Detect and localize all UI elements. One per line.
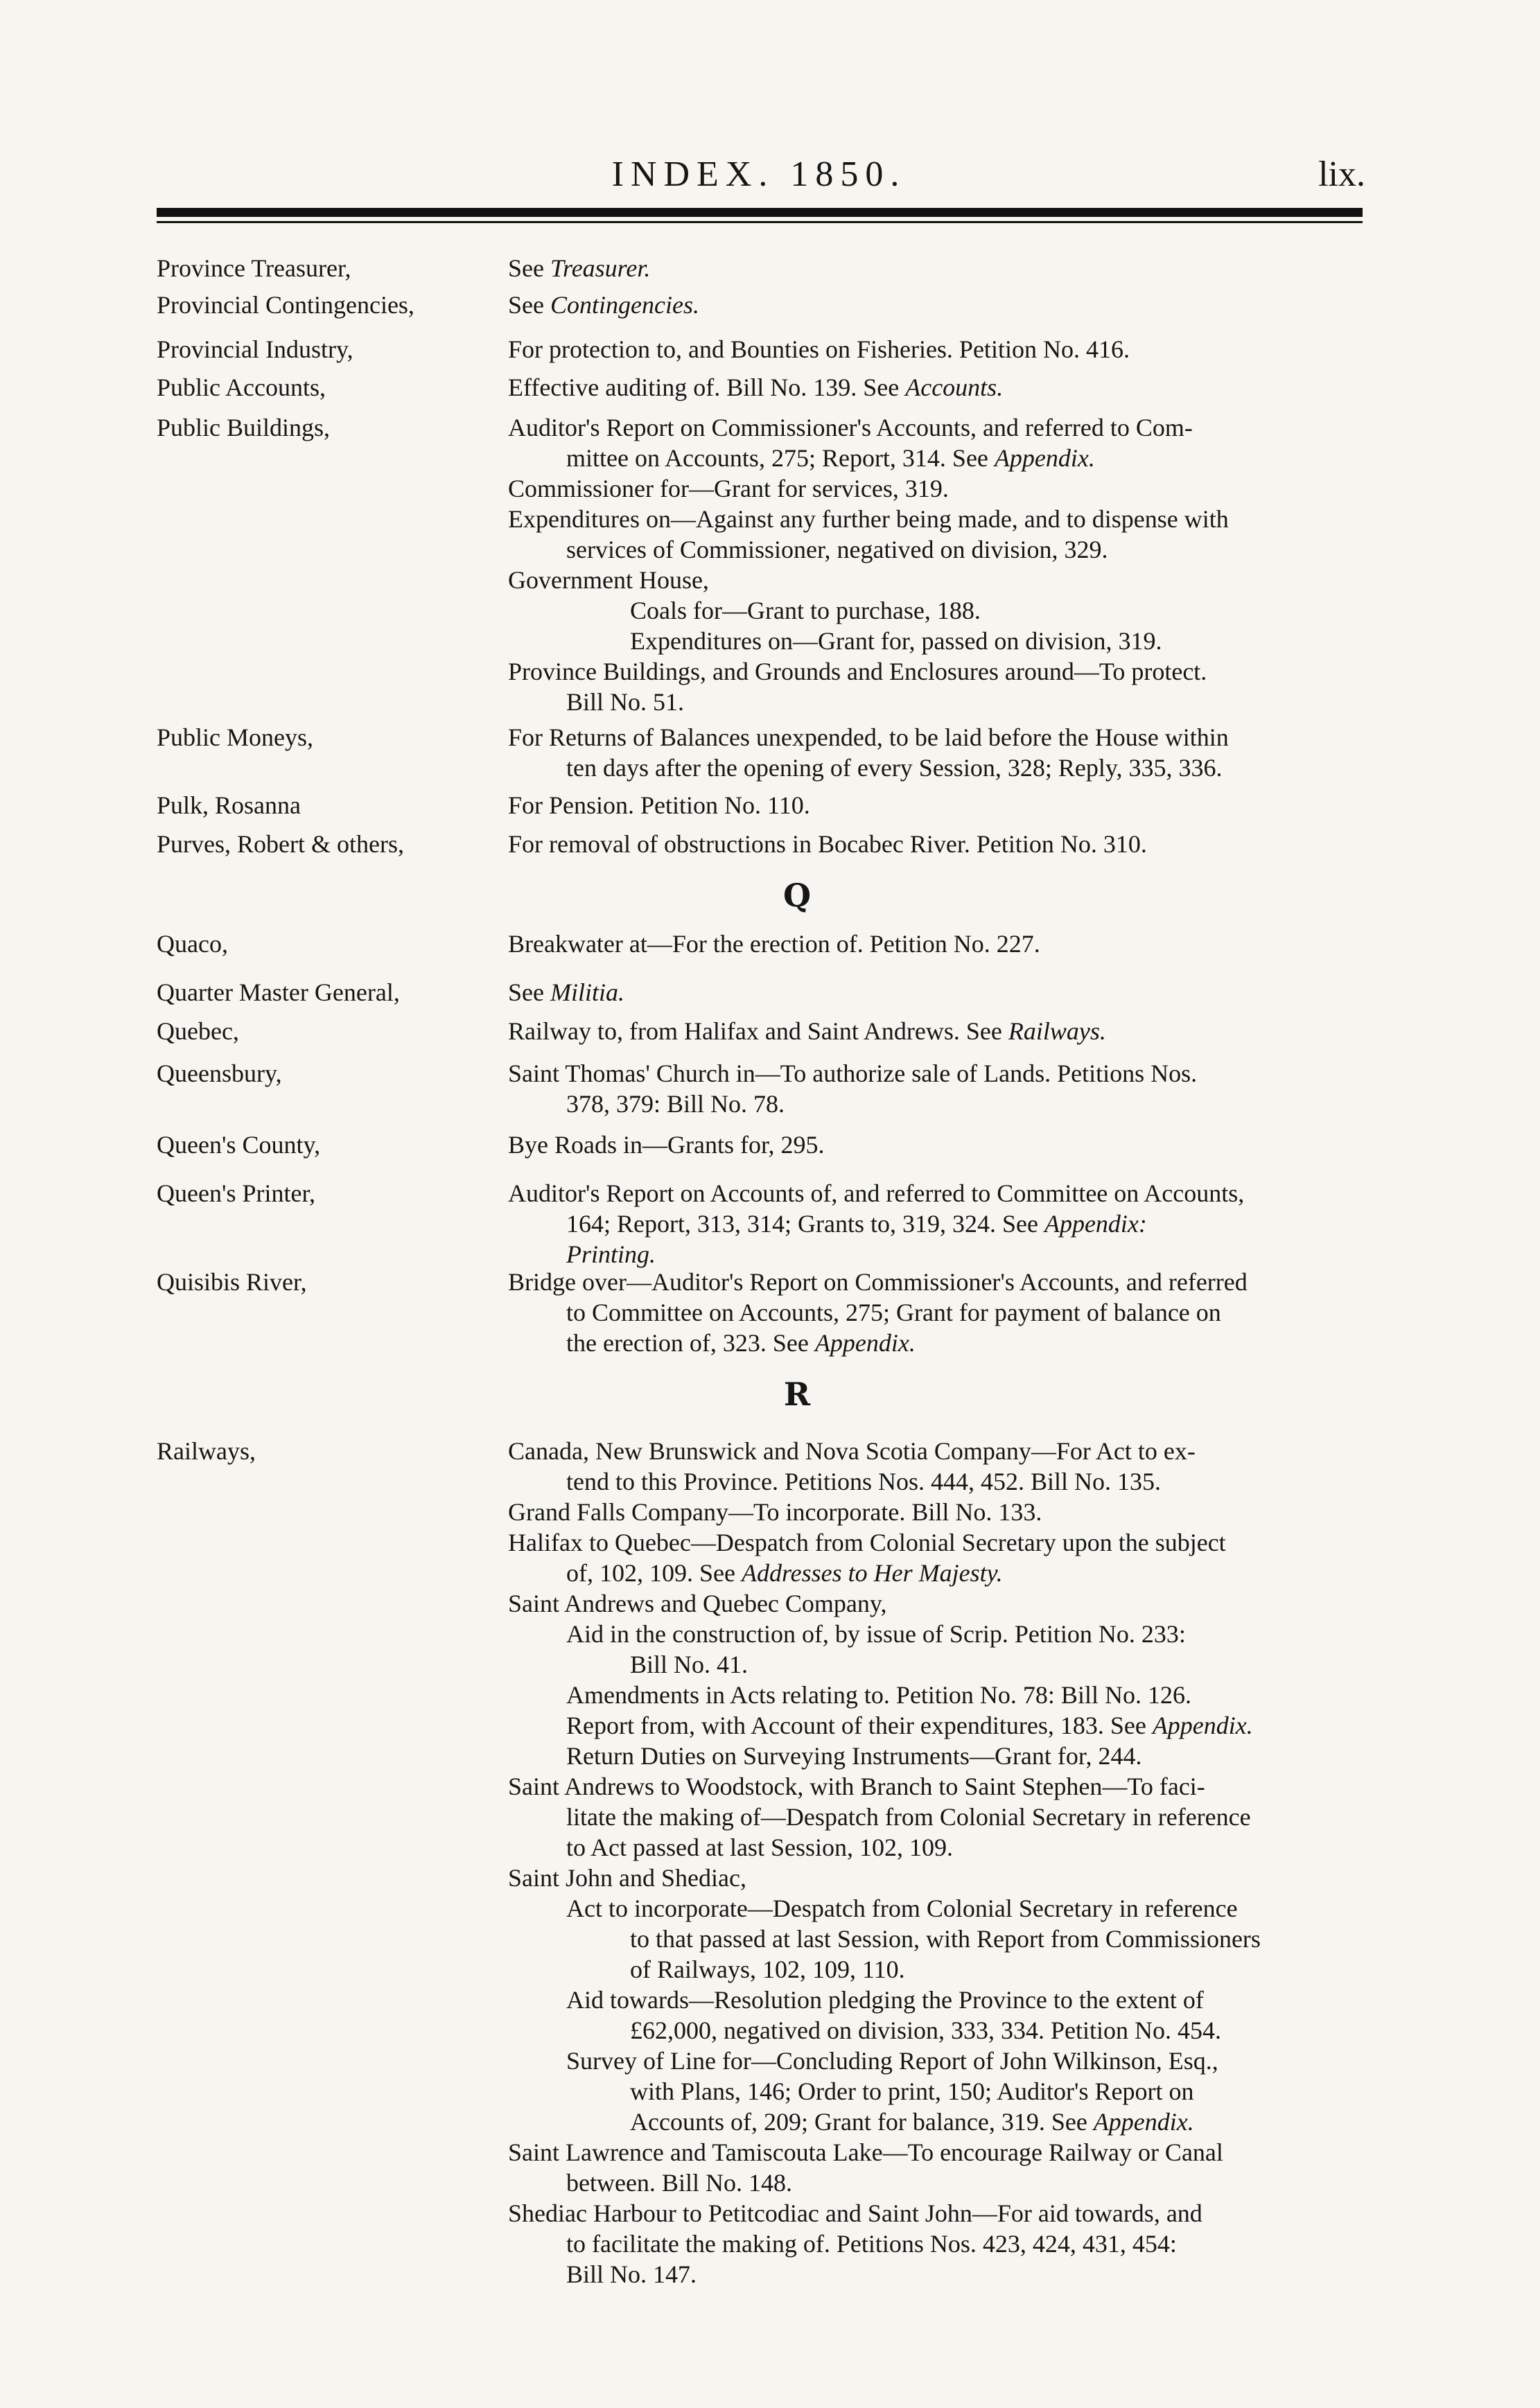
entry-heading: Purves, Robert & others,: [157, 830, 404, 858]
entry-description: [508, 334, 1380, 364]
running-title: INDEX. 1850.: [611, 155, 907, 194]
entry-line: tend to this Province. Petitions Nos. 444, 452. Bill No. 135.: [566, 1468, 1162, 1495]
entry-line: the erection of, 323. See Appendix.: [566, 1329, 916, 1357]
entry-description: [508, 829, 1380, 859]
entry-line: Accounts of, 209; Grant for balance, 319. See Appendix.: [630, 2108, 1194, 2136]
entry-line: Survey of Line for—Concluding Report of John Wilkinson, Esq.,: [566, 2047, 1218, 2075]
entry-heading: Provincial Industry,: [157, 335, 353, 363]
entry-line: mittee on Accounts, 275; Report, 314. See Appendix.: [566, 444, 1095, 472]
entry-description: [508, 929, 1380, 959]
entry-line: litate the making of—Despatch from Colonial Secretary in reference: [566, 1803, 1251, 1831]
entry-description: [508, 1178, 1380, 1269]
entry-line: Bye Roads in—Grants for, 295.: [508, 1131, 825, 1159]
entry-line: Saint Andrews and Quebec Company,: [508, 1590, 887, 1617]
entry-line: Amendments in Acts relating to. Petition No. 78: Bill No. 126.: [566, 1681, 1191, 1709]
entry-heading: Public Moneys,: [157, 723, 314, 751]
entry-line: Return Duties on Surveying Instruments—Grant for, 244.: [566, 1742, 1142, 1770]
entry-description: [508, 977, 1380, 1008]
entry-line: to facilitate the making of. Petitions Nos. 423, 424, 431, 454:: [566, 2230, 1177, 2258]
entry-line: For Returns of Balances unexpended, to be laid before the House within: [508, 723, 1229, 751]
entry-description: [508, 790, 1380, 820]
entry-line: For Pension. Petition No. 110.: [508, 791, 810, 819]
section-letter-q: Q: [782, 877, 812, 914]
entry-line: Grand Falls Company—To incorporate. Bill No. 133.: [508, 1498, 1042, 1526]
entry-heading: Queensbury,: [157, 1060, 282, 1087]
entry-line: Expenditures on—Grant for, passed on division, 319.: [630, 627, 1162, 655]
entry-heading: Pulk, Rosanna: [157, 791, 301, 819]
entry-heading: Provincial Contingencies,: [157, 291, 414, 319]
entry-line: to that passed at last Session, with Report from Commissioners: [630, 1925, 1261, 1953]
entry-line: See Treasurer.: [508, 254, 651, 282]
entry-line: Report from, with Account of their expenditures, 183. See Appendix.: [566, 1712, 1253, 1739]
entry-heading: Queen's County,: [157, 1131, 321, 1159]
entry-description: [508, 1130, 1380, 1160]
entry-heading: Quarter Master General,: [157, 978, 400, 1006]
entry-line: For removal of obstructions in Bocabec River. Petition No. 310.: [508, 830, 1147, 858]
entry-heading: Public Buildings,: [157, 414, 331, 441]
entry-heading: Province Treasurer,: [157, 254, 351, 282]
entry-line: Government House,: [508, 566, 709, 594]
section-letter-r: R: [783, 1376, 811, 1413]
entry-line: ten days after the opening of every Session, 328; Reply, 335, 336.: [566, 754, 1223, 782]
entry-line: Bill No. 147.: [566, 2260, 697, 2288]
entry-line: Aid in the construction of, by issue of Scrip. Petition No. 233:: [566, 1620, 1186, 1648]
entry-description: [508, 253, 1380, 283]
entry-description: [508, 372, 1380, 403]
entry-heading: Public Accounts,: [157, 373, 326, 401]
entry-line: Shediac Harbour to Petitcodiac and Saint John—For aid towards, and: [508, 2199, 1202, 2227]
entry-line: Bridge over—Auditor's Report on Commissioner's Accounts, and referred: [508, 1268, 1248, 1296]
entry-line: For protection to, and Bounties on Fisheries. Petition No. 416.: [508, 335, 1130, 363]
entry-line: to Act passed at last Session, 102, 109.: [566, 1834, 953, 1861]
entry-description: [508, 1436, 1380, 2290]
entry-line: Act to incorporate—Despatch from Colonial Secretary in reference: [566, 1895, 1238, 1922]
page-number: lix.: [1318, 155, 1365, 194]
entry-line: Coals for—Grant to purchase, 188.: [630, 597, 981, 624]
entry-line: Auditor's Report on Commissioner's Accounts, and referred to Com-: [508, 414, 1193, 441]
entry-line: 164; Report, 313, 314; Grants to, 319, 324. See Appendix:: [566, 1210, 1147, 1238]
entry-line: of, 102, 109. See Addresses to Her Majesty.: [566, 1559, 1003, 1587]
entry-description: [508, 1058, 1380, 1119]
entry-line: Printing.: [566, 1240, 656, 1268]
entry-line: Effective auditing of. Bill No. 139. See Accounts.: [508, 373, 1004, 401]
entry-line: Aid towards—Resolution pledging the Province to the extent of: [566, 1986, 1204, 2014]
entry-description: [508, 1016, 1380, 1046]
entry-line: See Militia.: [508, 978, 624, 1006]
entry-line: 378, 379: Bill No. 78.: [566, 1090, 785, 1118]
entry-heading: Railways,: [157, 1437, 256, 1465]
entry-line: Saint Lawrence and Tamiscouta Lake—To encourage Railway or Canal: [508, 2138, 1223, 2166]
entry-line: £62,000, negatived on division, 333, 334. Petition No. 454.: [630, 2016, 1221, 2044]
entry-line: Saint John and Shediac,: [508, 1864, 746, 1892]
entry-line: Breakwater at—For the erection of. Petition No. 227.: [508, 930, 1040, 958]
entry-line: Halifax to Quebec—Despatch from Colonial Secretary upon the subject: [508, 1529, 1226, 1556]
entry-heading: Queen's Printer,: [157, 1179, 315, 1207]
entry-line: Expenditures on—Against any further being made, and to dispense with: [508, 505, 1229, 533]
entry-line: between. Bill No. 148.: [566, 2169, 792, 2197]
entry-line: Province Buildings, and Grounds and Enclosures around—To protect.: [508, 658, 1207, 685]
entry-line: Saint Andrews to Woodstock, with Branch to Saint Stephen—To faci-: [508, 1773, 1205, 1800]
entry-line: Bill No. 51.: [566, 688, 685, 716]
entry-description: [508, 722, 1380, 783]
entry-line: to Committee on Accounts, 275; Grant for payment of balance on: [566, 1299, 1221, 1326]
entry-description: [508, 1267, 1380, 1358]
entry-description: [508, 290, 1380, 320]
entry-line: with Plans, 146; Order to print, 150; Auditor's Report on: [630, 2077, 1194, 2105]
entry-line: Auditor's Report on Accounts of, and referred to Committee on Accounts,: [508, 1179, 1245, 1207]
entry-line: services of Commissioner, negatived on division, 329.: [566, 536, 1108, 563]
entry-line: See Contingencies.: [508, 291, 699, 319]
entry-line: Canada, New Brunswick and Nova Scotia Company—For Act to ex-: [508, 1437, 1196, 1465]
entry-heading: Quisibis River,: [157, 1268, 307, 1296]
entry-line: Saint Thomas' Church in—To authorize sale of Lands. Petitions Nos.: [508, 1060, 1198, 1087]
entry-line: of Railways, 102, 109, 110.: [630, 1956, 905, 1983]
entry-description: [508, 412, 1380, 717]
entry-line: Railway to, from Halifax and Saint Andrews. See Railways.: [508, 1017, 1106, 1045]
entry-line: Bill No. 41.: [630, 1651, 749, 1678]
entry-line: Commissioner for—Grant for services, 319.: [508, 475, 949, 502]
entry-heading: Quebec,: [157, 1017, 239, 1045]
entry-heading: Quaco,: [157, 930, 228, 958]
